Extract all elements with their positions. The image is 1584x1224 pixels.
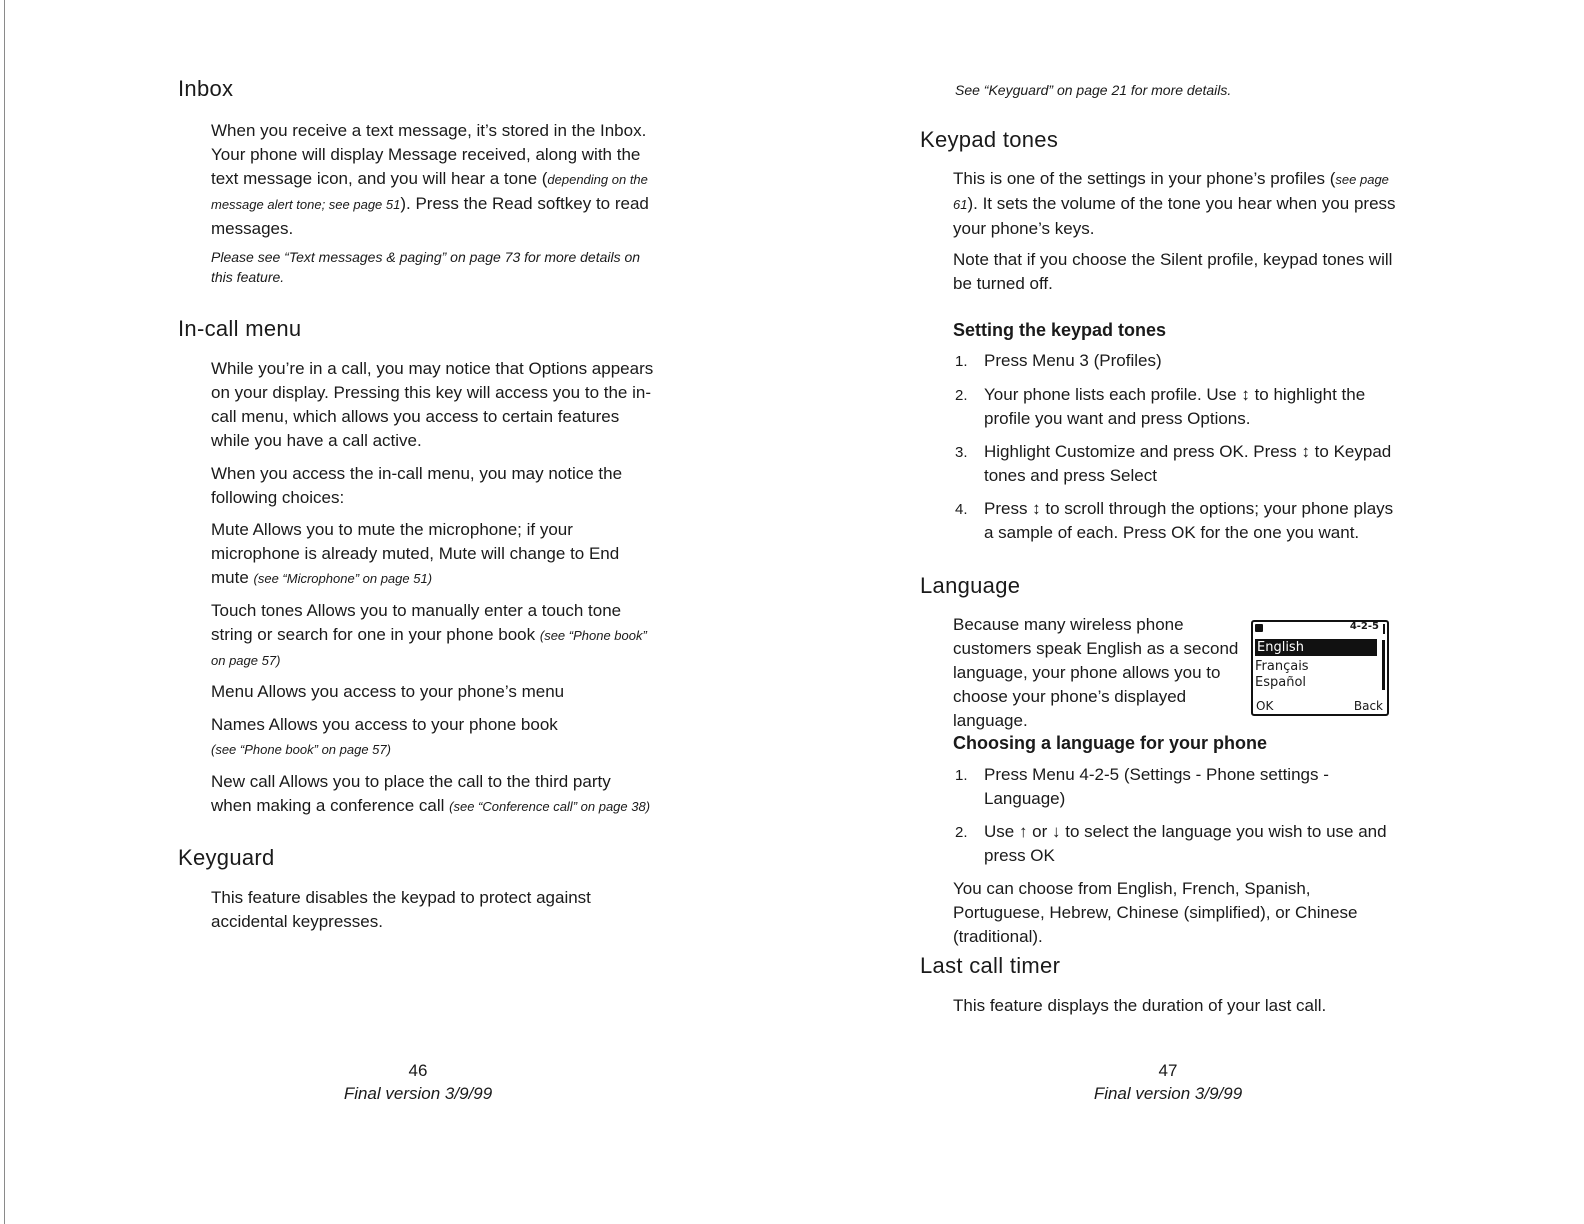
softkey-ok: OK <box>1256 699 1274 713</box>
keypad-step-1: Press Menu 3 (Profiles) <box>984 351 1162 370</box>
language-paragraph-2: You can choose from English, French, Spanish, Portuguese, Hebrew, Chinese (simplified), or Chinese (traditional). <box>953 879 1358 946</box>
heading-keyguard: Keyguard <box>178 845 275 870</box>
keypad-step-4: Press ↕ to scroll through the options; your phone plays a sample of each. Press OK for the one you want. <box>984 499 1394 542</box>
keypad-paragraph-2: Note that if you choose the Silent profile, keypad tones will be turned off. <box>953 250 1393 293</box>
keypad-paragraph-1: This is one of the settings in your phone’s profiles (see page 61). It sets the volume of the tone you hear when you press your phone’s keys. <box>953 169 1396 238</box>
step-number: 2. <box>955 824 968 841</box>
step-number: 1. <box>955 767 968 784</box>
keyguard-see-note: See “Keyguard” on page 21 for more details. <box>955 82 1232 98</box>
phone-status-bar <box>1253 622 1387 636</box>
page-47 <box>792 0 1584 1224</box>
language-option-espanol: Español <box>1255 675 1307 690</box>
scrollbar-indicator <box>1382 640 1385 690</box>
choice-mute: Mute Allows you to mute the microphone; if your microphone is already muted, Mute will change to End mute (see “Microphone” on page 51) <box>211 520 620 587</box>
heading-inbox: Inbox <box>178 76 234 101</box>
battery-icon <box>1383 624 1385 634</box>
keypad-step-2: Your phone lists each profile. Use ↕ to highlight the profile you want and press Options. <box>984 385 1366 428</box>
choice-touch-tones: Touch tones Allows you to manually enter a touch tone string or search for one in your phone book (see “Phone book” on page 57) <box>211 601 647 668</box>
language-option-francais: Français <box>1255 659 1309 674</box>
language-step-1: Press Menu 4-2-5 (Settings - Phone settings - Language) <box>984 765 1329 808</box>
step-number: 3. <box>955 444 968 461</box>
step-number: 1. <box>955 353 968 370</box>
inbox-paragraph: When you receive a text message, it’s stored in the Inbox. Your phone will display Message received, along with the text message icon, and you will hear a tone (depending on the message alert tone; see page 51). Press the Read softkey to read messages. <box>211 121 649 238</box>
menu-path-indicator: 4-2-5 <box>1349 621 1379 632</box>
choice-names: Names Allows you access to your phone book (see “Phone book” on page 57) <box>211 715 558 757</box>
language-option-english: English <box>1255 639 1377 656</box>
language-step-2: Use ↑ or ↓ to select the language you wish to use and press OK <box>984 822 1387 865</box>
inbox-ref: depending on the message alert tone; see page 51 <box>211 172 648 212</box>
choice-new-call: New call Allows you to place the call to the third party when making a conference call (see “Conference call” on page 38) <box>211 772 651 815</box>
page-number: 47 <box>1158 1061 1178 1080</box>
language-paragraph: Because many wireless phone customers speak English as a second language, your phone allows you to choose your phone’s displayed language. <box>953 615 1239 730</box>
choice-menu: Menu Allows you access to your phone’s menu <box>211 682 565 701</box>
signal-icon <box>1255 624 1263 632</box>
page-number: 46 <box>408 1061 428 1080</box>
heading-keypad-tones: Keypad tones <box>920 127 1059 152</box>
step-number: 2. <box>955 387 968 404</box>
heading-last-call-timer: Last call timer <box>920 953 1061 978</box>
softkey-back: Back <box>1353 699 1383 713</box>
subheading-choosing-language: Choosing a language for your phone <box>953 733 1268 753</box>
last-call-paragraph: This feature displays the duration of your last call. <box>953 996 1327 1015</box>
step-number: 4. <box>955 501 968 518</box>
version-footer: Final version 3/9/99 <box>343 1084 493 1103</box>
phone-language-screen <box>1251 620 1389 716</box>
keypad-step-3: Highlight Customize and press OK. Press ↕ to Keypad tones and press Select <box>984 442 1392 485</box>
incall-paragraph-2: When you access the in-call menu, you may notice the following choices: <box>211 464 623 507</box>
incall-paragraph-1: While you’re in a call, you may notice that Options appears on your display. Pressing this key will access you to the in-call menu, which allows you access to certain features while you have a call active. <box>211 359 654 450</box>
subheading-setting-keypad-tones: Setting the keypad tones <box>953 320 1167 340</box>
heading-language: Language <box>920 573 1021 598</box>
inbox-note: Please see “Text messages & paging” on page 73 for more details on this feature. <box>211 249 641 285</box>
heading-in-call-menu: In-call menu <box>178 316 302 341</box>
version-footer: Final version 3/9/99 <box>1093 1084 1243 1103</box>
keyguard-paragraph: This feature disables the keypad to protect against accidental keypresses. <box>211 888 591 931</box>
